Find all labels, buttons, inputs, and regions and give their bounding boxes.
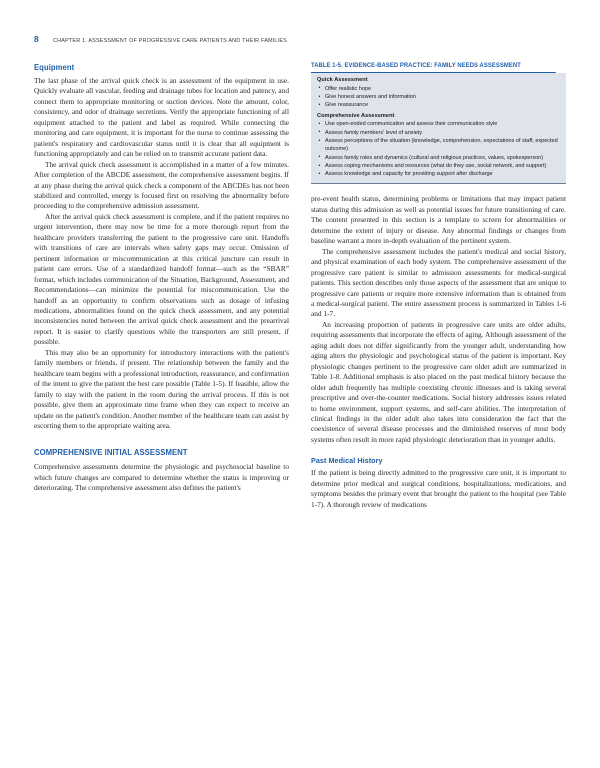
paragraph-handoff: After the arrival quick check assessment is complete, and if the patient requires no urgent intervention, there may now be time for a more thorough report from the healthcare providers transferring the patient to the progressive care unit. Handoffs with transitions of care are intervals when safety gaps may occur. Omission of pertinent information or miscommunication at this critical juncture can result in patient care errors. Use of a standardized handoff format—such as the “SBAR” format, which includes communication of the Situation, Background, Assessment, and Recommendations—can minimize the potential for miscommunication. Use the handoff as an opportunity to confirm observations such as dosage of infusing medications, abnormalities found on the quick check assessment, and any potential inconsistencies noted between the arrival quick check assessment and the prearrival report. It is easier to clarify questions while the transporters are still present, if possible. (34, 211, 289, 347)
list-item: • Assess family roles and dynamics (cultural and religious practices, values, spokesperson) (317, 154, 560, 162)
table-group-heading-quick: Quick Assessment (317, 77, 368, 83)
table-title-text: EVIDENCE-BASED PRACTICE: FAMILY NEEDS ASSESSMENT (344, 62, 521, 69)
list-item: • Assess family members' level of anxiety (317, 129, 560, 137)
paragraph-arrival-quick-check: The arrival quick check assessment is accomplished in a matter of a few minutes. After completion of the ABCDE assessment, the comprehensive assessment begins. If at any phase during the arrival quick check a component of the ABCDEs has not been stabilized and controlled, energy is focused first on resolving the abnormality before proceeding to the comprehensive admission assessment. (34, 159, 289, 211)
table-list-comprehensive (317, 120, 560, 178)
heading-equipment: Equipment (34, 62, 75, 72)
table-list-quick (317, 85, 560, 110)
list-item: • Give honest answers and information (317, 93, 560, 101)
heading-past-medical-history: Past Medical History (311, 456, 383, 466)
heading-comprehensive-initial-assessment: COMPREHENSIVE INITIAL ASSESSMENT (34, 447, 188, 458)
list-item: • Use open-ended communication and assess their communication style (317, 120, 560, 128)
running-head (34, 34, 566, 44)
table-group-heading-comprehensive: Comprehensive Assessment (317, 112, 395, 119)
page-number: 8 (34, 34, 39, 44)
table-label: TABLE 1-5. (311, 62, 343, 69)
right-column (311, 62, 566, 752)
paragraph-older-adults: An increasing proportion of patients in progressive care units are older adults, requiring assessments that incorporate the effects of aging. Although assessment of the aging adult does not differ significantly from the younger adult, understanding how aging alters the physiologic and psychological status of the patient is important. Key physiologic changes pertinent to the progressive care older adult are summarized in Table 1-8. Additional emphasis is also placed on the past medical history because the older adult frequently has multiple coexisting chronic illnesses and is taking several prescriptive and over-the-counter medications. Social history addresses issues related to home environment, support systems, and self-care abilities. The interpretation of clinical findings in the older adult also takes into consideration the fact that the coexistence of several disease processes and the diminished reserves of most body systems often result in more rapid physiologic deterioration than in younger adults. (311, 319, 566, 444)
table-title (311, 62, 556, 73)
paragraph-equipment: The last phase of the arrival quick check is an assessment of the equipment in use. Quickly evaluate all vascular, feeding and drainage tubes for location and patency, and connect them to appropriate monitoring or suction devices. Note the amount, color, consistency, and odor of drainage secretions. Verify the appropriate functioning of all equipment attached to the patient and label as required. While connecting the monitoring and care equipment, it is important for the nurse to continue assessing the patient's respiratory and cardiovascular status until it is clear that all equipment is functioning appropriately and can be relied on to transmit accurate patient data. (34, 76, 289, 159)
list-item: • Assess perceptions of the situation (knowledge, comprehension, expectations of staff, expected outcome) (317, 137, 560, 154)
two-column-layout (34, 62, 566, 752)
paragraph-comprehensive-includes: The comprehensive assessment includes the patient's medical and social history, and physical examination of each body system. The comprehensive assessment of the progressive care patient is similar to admission assessments for medical-surgical patients. This section describes only those aspects of the assessment that are unique to progressive care patients or require more extensive information than is obtained from a medical-surgical patient. The entire assessment process is summarized in Tables 1-6 and 1-7. (311, 246, 566, 319)
list-item: • Assess coping mechanisms and resources (what do they use, social network, and support) (317, 162, 560, 170)
list-item: • Assess knowledge and capacity for providing support after discharge (317, 170, 560, 178)
paragraph-pre-event-health-status: pre-event health status, determining problems or limitations that may impact patient status during this admission as well as potential issues for future transitioning of care. The content presented in this section is a template to screen for abnormalities or determine the extent of injury or disease. Any abnormal findings or changes from baseline warrant a more in-depth evaluation of the pertinent system. (311, 194, 566, 246)
table-body (311, 73, 566, 184)
left-column (34, 62, 289, 752)
running-head-title: CHAPTER 1. ASSESSMENT OF PROGRESSIVE CARE PATIENTS AND THEIR FAMILIES (52, 38, 287, 44)
paragraph-comprehensive-assessment: Comprehensive assessments determine the physiologic and psychosocial baseline to which future changes are compared to determine whether the status is improving or deteriorating. The comprehensive assessment also defines the patient's (34, 462, 289, 493)
list-item: • Offer realistic hope (317, 85, 560, 93)
list-item: • Give reassurance (317, 101, 560, 109)
table-1-5 (311, 62, 566, 184)
paragraph-family-interaction: This may also be an opportunity for introductory interactions with the patient's family members or friends, if present. The relationship between the family and the healthcare team begins with a professional introduction, reassurance, and confirmation of the intent to give the patient the best care possible (Table 1-5). If feasible, allow the family to stay with the patient in the room during the arrival process. If this is not possible, give them an approximate time frame when they can expect to receive an update on the patient's condition. Another member of the healthcare team can assist by escorting them to the appropriate waiting area. (34, 347, 289, 430)
paragraph-past-medical-history: If the patient is being directly admitted to the progressive care unit, it is important to determine prior medical and surgical conditions, hospitalizations, medications, and symptoms besides the primary event that brought the patient to the hospital (see Table 1-7). A thorough review of medications (311, 468, 566, 509)
